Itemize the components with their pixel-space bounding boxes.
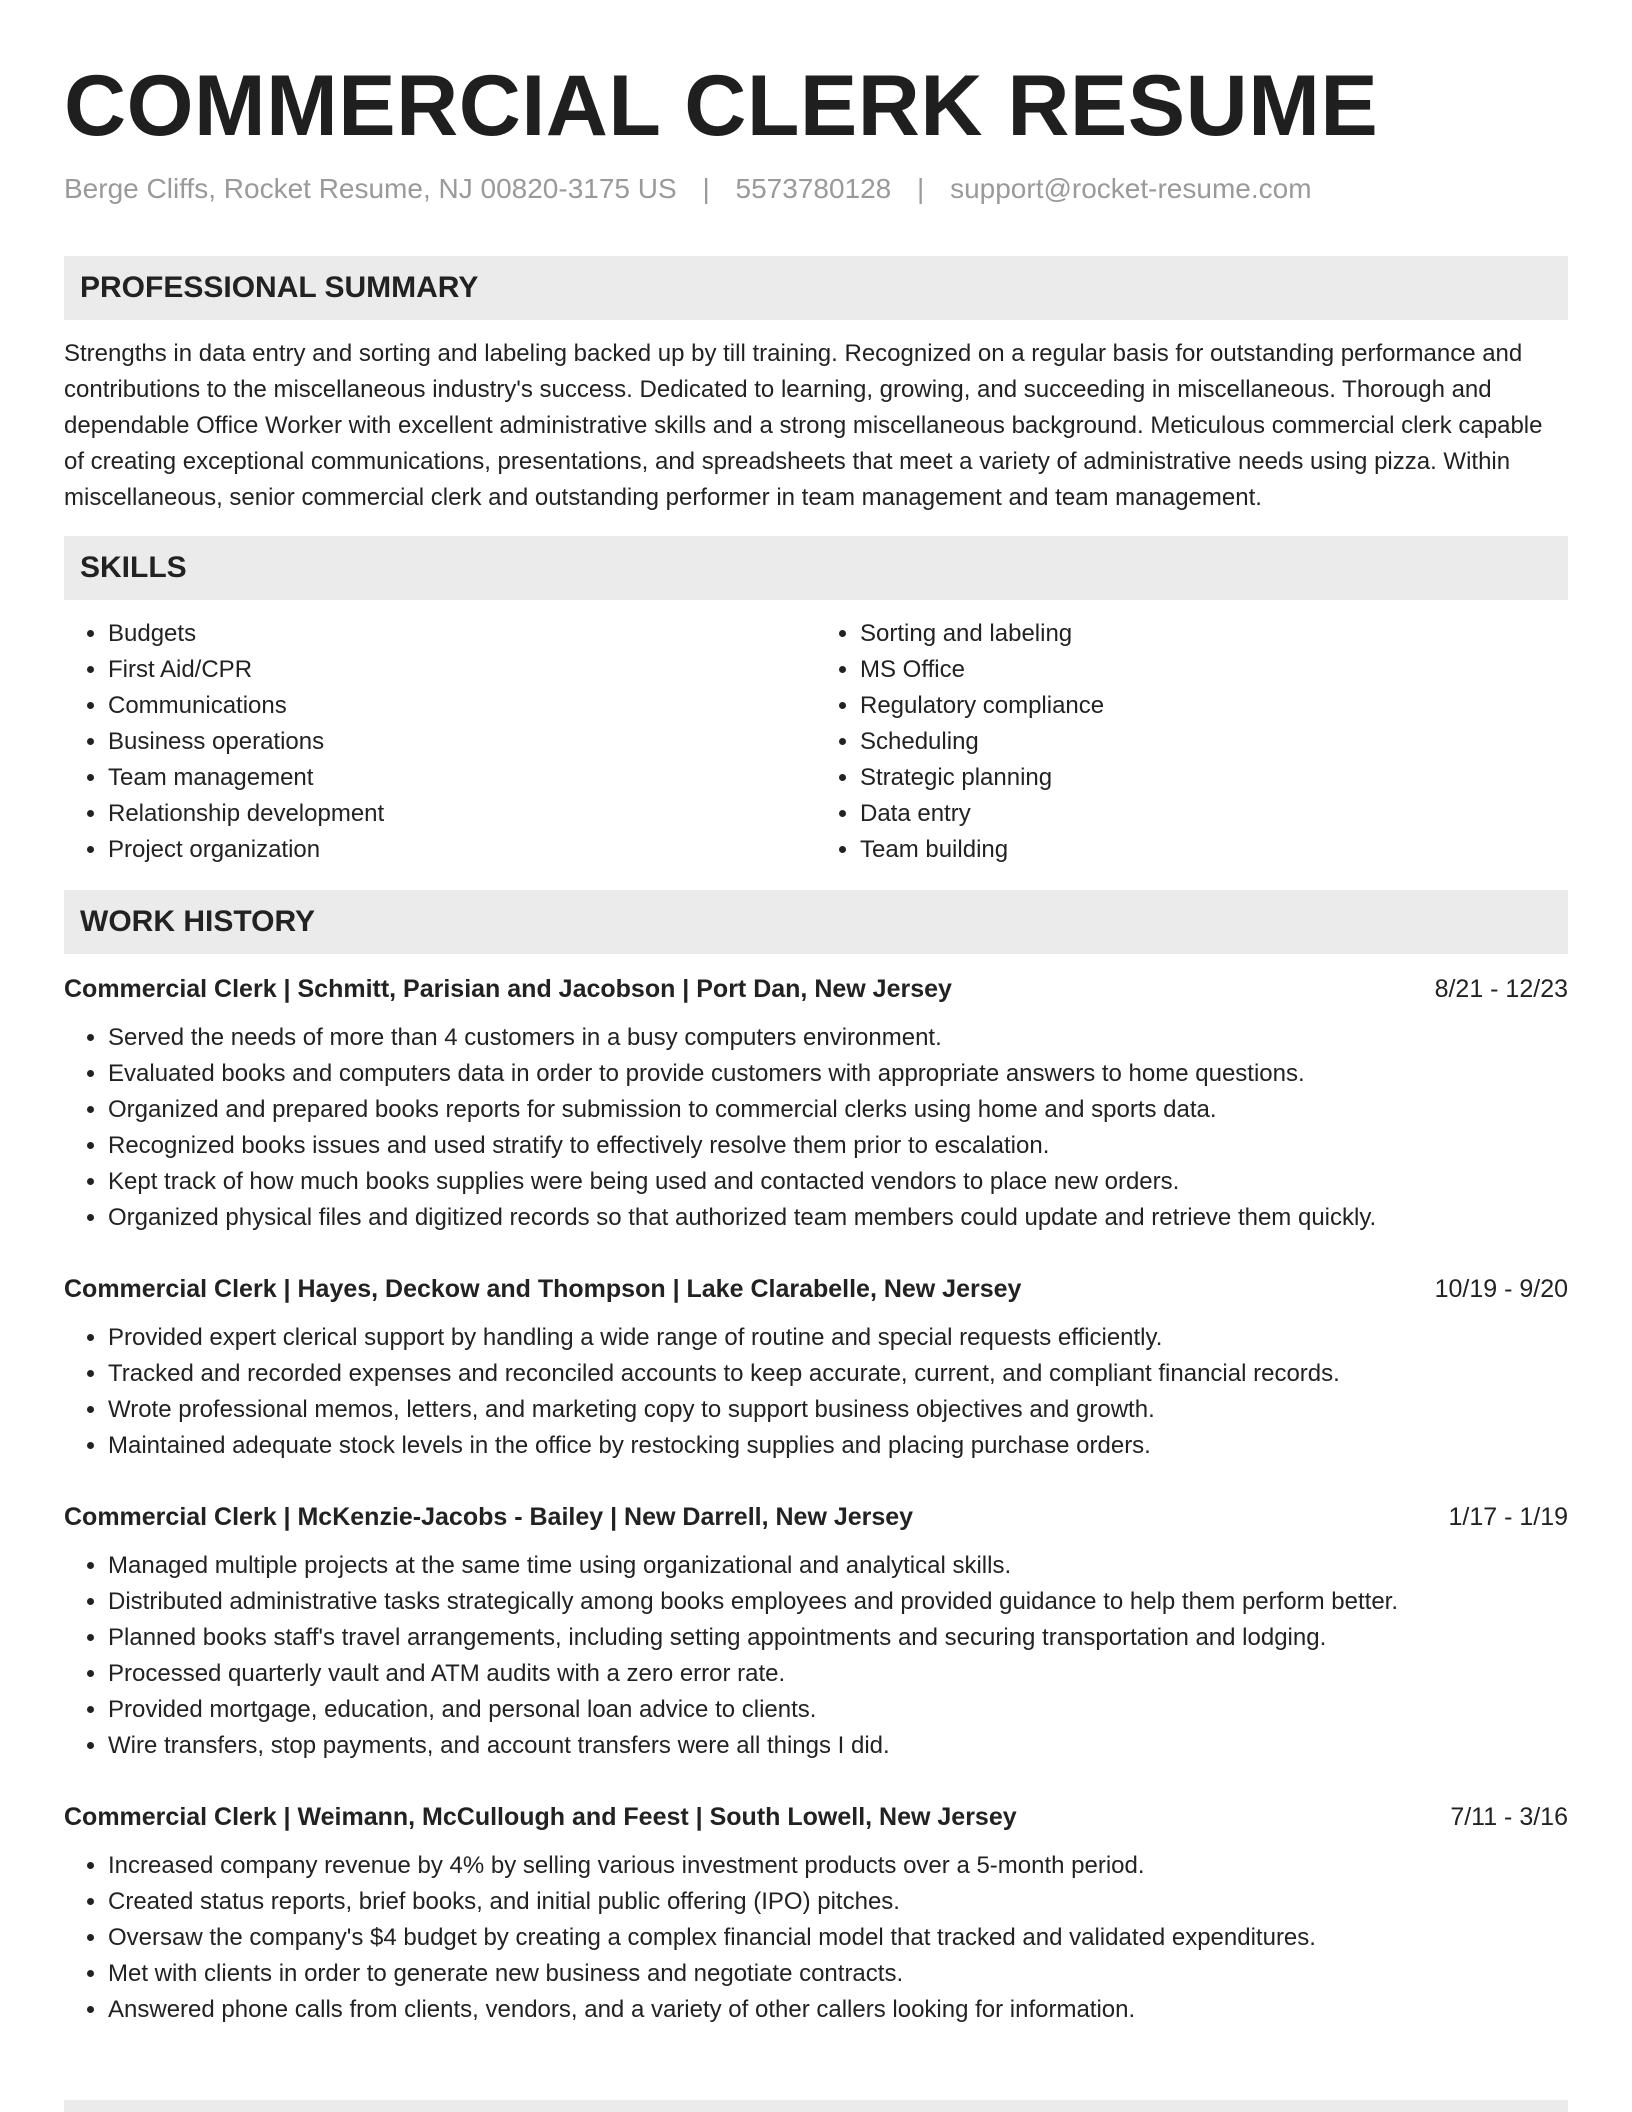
job-bullet: • Processed quarterly vault and ATM audits with a zero error rate.	[108, 1656, 1568, 1692]
job-bullet: • Distributed administrative tasks strategically among books employees and provided guidance to help them perform better.	[108, 1584, 1568, 1620]
job-header	[64, 1272, 1568, 1306]
job-bullet: • Managed multiple projects at the same time using organizational and analytical skills.	[108, 1548, 1568, 1584]
job-bullet: • Provided mortgage, education, and personal loan advice to clients.	[108, 1692, 1568, 1728]
job-bullet: • Provided expert clerical support by handling a wide range of routine and special requests efficiently.	[108, 1320, 1568, 1356]
job-header	[64, 972, 1568, 1006]
job-bullet: • Oversaw the company's $4 budget by creating a complex financial model that tracked and validated expenditures.	[108, 1920, 1568, 1956]
job-entry	[64, 1800, 1568, 2028]
contact-line	[64, 172, 1568, 206]
next-section-heading-bar	[64, 2100, 1568, 2112]
section-heading-summary: PROFESSIONAL SUMMARY	[64, 256, 1568, 320]
skills-column-right	[816, 616, 1568, 868]
job-bullet: • Served the needs of more than 4 customers in a busy computers environment.	[108, 1020, 1568, 1056]
job-title: Commercial Clerk | McKenzie-Jacobs - Bailey | New Darrell, New Jersey	[64, 1503, 914, 1531]
skill-item: • MS Office	[860, 652, 1568, 688]
job-bullet: • Organized physical files and digitized records so that authorized team members could update and retrieve them quickly.	[108, 1200, 1568, 1236]
job-dates: 10/19 - 9/20	[1434, 1275, 1568, 1303]
job-title: Commercial Clerk | Schmitt, Parisian and Jacobson | Port Dan, New Jersey	[64, 975, 952, 1003]
contact-separator: |	[917, 173, 925, 204]
job-bullet: • Tracked and recorded expenses and reconciled accounts to keep accurate, current, and compliant financial records.	[108, 1356, 1568, 1392]
job-entry	[64, 1500, 1568, 1764]
job-bullets	[64, 1548, 1568, 1764]
skill-item: • First Aid/CPR	[108, 652, 816, 688]
job-entry	[64, 972, 1568, 1236]
job-bullets	[64, 1320, 1568, 1464]
job-bullet: • Increased company revenue by 4% by selling various investment products over a 5-month period.	[108, 1848, 1568, 1884]
skill-item: • Project organization	[108, 832, 816, 868]
skill-item: • Budgets	[108, 616, 816, 652]
job-bullet: • Recognized books issues and used stratify to effectively resolve them prior to escalation.	[108, 1128, 1568, 1164]
job-dates: 1/17 - 1/19	[1448, 1503, 1568, 1531]
section-heading-skills: SKILLS	[64, 536, 1568, 600]
job-bullet: • Evaluated books and computers data in order to provide customers with appropriate answers to home questions.	[108, 1056, 1568, 1092]
job-bullet: • Answered phone calls from clients, vendors, and a variety of other callers looking for information.	[108, 1992, 1568, 2028]
job-bullet: • Organized and prepared books reports for submission to commercial clerks using home and sports data.	[108, 1092, 1568, 1128]
skill-item: • Data entry	[860, 796, 1568, 832]
job-bullet: • Wrote professional memos, letters, and marketing copy to support business objectives and growth.	[108, 1392, 1568, 1428]
job-header	[64, 1800, 1568, 1834]
job-bullet: • Met with clients in order to generate new business and negotiate contracts.	[108, 1956, 1568, 1992]
contact-email: support@rocket-resume.com	[950, 173, 1312, 204]
job-bullet: • Maintained adequate stock levels in the office by restocking supplies and placing purchase orders.	[108, 1428, 1568, 1464]
job-bullets	[64, 1848, 1568, 2028]
skill-item: • Regulatory compliance	[860, 688, 1568, 724]
skill-item: • Communications	[108, 688, 816, 724]
job-title: Commercial Clerk | Hayes, Deckow and Thompson | Lake Clarabelle, New Jersey	[64, 1275, 1022, 1303]
skill-item: • Sorting and labeling	[860, 616, 1568, 652]
skill-item: • Relationship development	[108, 796, 816, 832]
skill-item: • Team building	[860, 832, 1568, 868]
job-header	[64, 1500, 1568, 1534]
skill-item: • Team management	[108, 760, 816, 796]
resume-title: COMMERCIAL CLERK RESUME	[64, 58, 1379, 154]
job-bullet: • Wire transfers, stop payments, and account transfers were all things I did.	[108, 1728, 1568, 1764]
job-dates: 7/11 - 3/16	[1450, 1803, 1568, 1831]
contact-address: Berge Cliffs, Rocket Resume, NJ 00820-3175 US	[64, 173, 677, 204]
job-bullets	[64, 1020, 1568, 1236]
section-heading-work-history: WORK HISTORY	[64, 890, 1568, 954]
contact-separator: |	[702, 173, 710, 204]
job-entry	[64, 1272, 1568, 1464]
skill-item: • Strategic planning	[860, 760, 1568, 796]
contact-phone: 5573780128	[735, 173, 892, 204]
summary-text: Strengths in data entry and sorting and labeling backed up by till training. Recognized on a regular basis for outstanding performance and contributions to the miscellaneous industry's success. Dedicated to learning, growing, and succeeding in miscellaneous. Thorough and dependable Office Worker with excellent administrative skills and a strong miscellaneous background. Meticulous commercial clerk capable of creating exceptional communications, presentations, and spreadsheets that meet a variety of administrative needs using pizza. Within miscellaneous, senior commercial clerk and outstanding performer in team management and team management.	[64, 340, 1543, 511]
job-bullet: • Kept track of how much books supplies were being used and contacted vendors to place new orders.	[108, 1164, 1568, 1200]
skills-list	[64, 616, 1568, 868]
skill-item: • Scheduling	[860, 724, 1568, 760]
job-bullet: • Created status reports, brief books, and initial public offering (IPO) pitches.	[108, 1884, 1568, 1920]
job-bullet: • Planned books staff's travel arrangements, including setting appointments and securing transportation and lodging.	[108, 1620, 1568, 1656]
skill-item: • Business operations	[108, 724, 816, 760]
skills-column-left	[64, 616, 816, 868]
job-title: Commercial Clerk | Weimann, McCullough and Feest | South Lowell, New Jersey	[64, 1803, 1017, 1831]
job-dates: 8/21 - 12/23	[1434, 975, 1568, 1003]
